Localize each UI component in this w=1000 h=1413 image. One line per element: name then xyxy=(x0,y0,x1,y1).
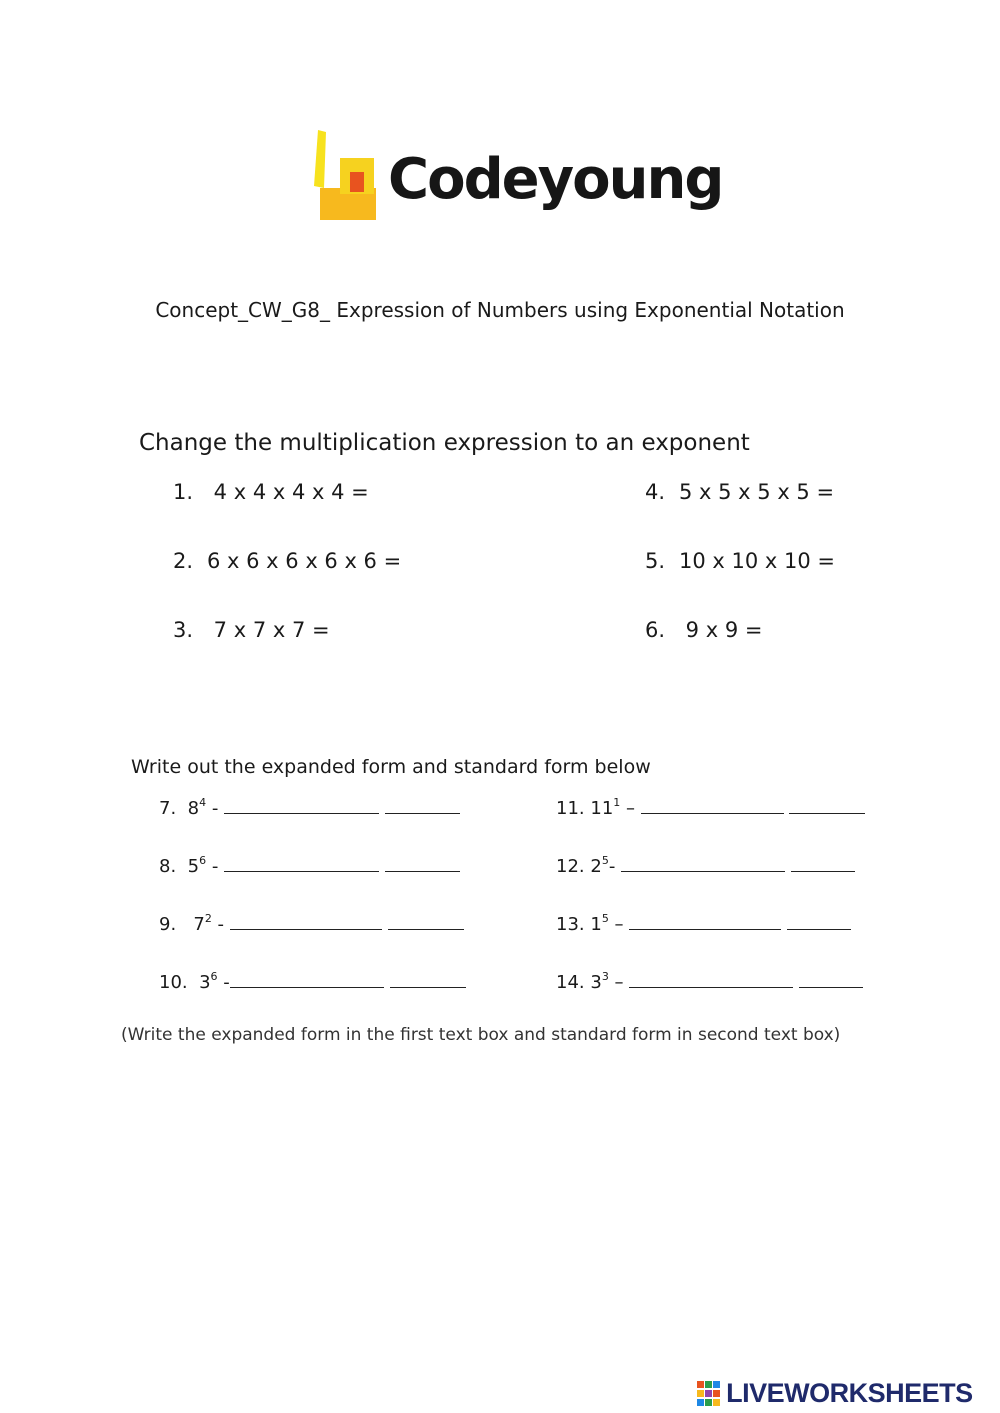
question-10: 10. $3^6$ - xyxy=(159,971,466,993)
expanded-form-blank[interactable] xyxy=(621,855,785,872)
question-5: 5. 10 x 10 x 10 = xyxy=(645,549,835,573)
liveworksheets-icon xyxy=(697,1381,721,1407)
question-2: 2. 6 x 6 x 6 x 6 x 6 = xyxy=(173,549,402,573)
instruction-note: (Write the expanded form in the first text box and standard form in second text box) xyxy=(121,1025,841,1045)
expanded-form-blank[interactable] xyxy=(230,913,382,930)
standard-form-blank[interactable] xyxy=(385,797,460,814)
question-1: 1. 4 x 4 x 4 x 4 = xyxy=(173,480,369,504)
question-12: 12. $2^5-$ xyxy=(556,855,855,877)
question-4: 4. 5 x 5 x 5 x 5 = xyxy=(645,480,835,504)
liveworksheets-brand: LIVEWORKSHEETS xyxy=(726,1378,973,1408)
expanded-form-blank[interactable] xyxy=(224,855,379,872)
question-13: 13. $1^5$ – xyxy=(556,913,851,935)
codeyoung-logo-icon xyxy=(312,128,380,224)
codeyoung-logo-text: Codeyoung xyxy=(388,147,723,212)
question-14: 14. $3^3$ – xyxy=(556,971,863,993)
document-title: Concept_CW_G8_ Expression of Numbers using Exponential Notation xyxy=(155,298,845,322)
standard-form-blank[interactable] xyxy=(791,855,855,872)
standard-form-blank[interactable] xyxy=(787,913,851,930)
liveworksheets-logo xyxy=(697,1378,973,1408)
question-8: 8. $5^6$ - xyxy=(159,855,460,877)
standard-form-blank[interactable] xyxy=(385,855,460,872)
section1-heading: Change the multiplication expression to an exponent xyxy=(139,430,750,456)
expanded-form-blank[interactable] xyxy=(224,797,379,814)
expanded-form-blank[interactable] xyxy=(629,913,781,930)
question-7: 7. $8^4$ - xyxy=(159,797,460,819)
expanded-form-blank[interactable] xyxy=(629,971,793,988)
question-9: 9. $7^2$ - xyxy=(159,913,464,935)
standard-form-blank[interactable] xyxy=(789,797,865,814)
section2-heading: Write out the expanded form and standard form below xyxy=(131,756,651,778)
question-6: 6. 9 x 9 = xyxy=(645,618,763,642)
expanded-form-blank[interactable] xyxy=(641,797,784,814)
standard-form-blank[interactable] xyxy=(390,971,466,988)
expanded-form-blank[interactable] xyxy=(230,971,384,988)
standard-form-blank[interactable] xyxy=(388,913,464,930)
question-3: 3. 7 x 7 x 7 = xyxy=(173,618,330,642)
standard-form-blank[interactable] xyxy=(799,971,863,988)
question-11: 11. $11^1$ – xyxy=(556,797,865,819)
